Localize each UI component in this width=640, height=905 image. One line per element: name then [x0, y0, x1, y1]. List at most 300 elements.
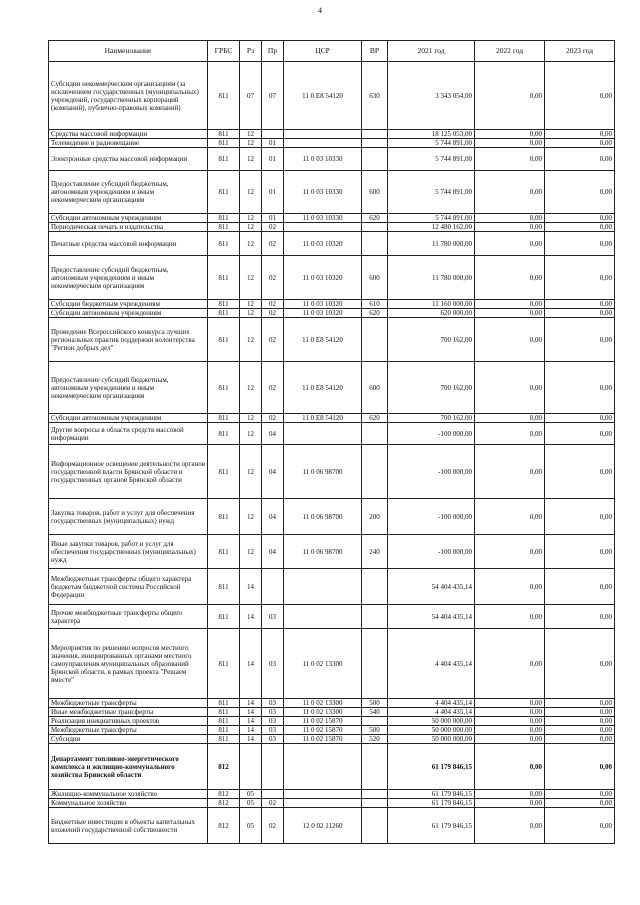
cell-csr	[284, 423, 362, 445]
cell-2021: 11 780 000,00	[388, 256, 475, 300]
cell-rz: 12	[240, 362, 262, 414]
cell-2023: 0,00	[545, 139, 615, 148]
cell-csr: 11 0 E8 54120	[284, 318, 362, 362]
cell-name: Предоставление субсидий бюджетным, автономным учреждениям и иным некоммерческим организациям	[49, 362, 208, 414]
col-header-pr: Пр	[262, 41, 284, 62]
table-row	[49, 148, 615, 171]
cell-vr	[362, 799, 388, 808]
cell-rz: 14	[240, 699, 262, 708]
cell-2023: 0,00	[545, 362, 615, 414]
cell-2021: 5 744 891,00	[388, 148, 475, 171]
cell-vr	[362, 223, 388, 232]
cell-pr: 03	[262, 726, 284, 735]
table-row	[49, 423, 615, 445]
cell-rz: 14	[240, 735, 262, 744]
cell-2023: 0,00	[545, 799, 615, 808]
cell-2022: 0,00	[475, 535, 545, 569]
cell-2021: 50 000 000,00	[388, 735, 475, 744]
cell-2021: 54 404 435,14	[388, 605, 475, 629]
cell-name: Субсидии автономным учреждениям	[49, 414, 208, 423]
cell-name: Телевидение и радиовещание	[49, 139, 208, 148]
cell-csr: 11 0 02 13300	[284, 708, 362, 717]
cell-csr: 11 0 02 15870	[284, 717, 362, 726]
cell-2022: 0,00	[475, 318, 545, 362]
cell-csr: 11 0 02 13300	[284, 629, 362, 699]
cell-2021: 5 744 891,00	[388, 214, 475, 223]
cell-pr	[262, 569, 284, 605]
cell-grbs: 811	[208, 130, 240, 139]
cell-vr: 620	[362, 214, 388, 223]
cell-2021: 4 404 435,14	[388, 699, 475, 708]
cell-rz: 12	[240, 171, 262, 214]
cell-pr: 04	[262, 423, 284, 445]
cell-2023: 0,00	[545, 790, 615, 799]
cell-csr: 11 0 E8 54120	[284, 414, 362, 423]
cell-2023: 0,00	[545, 414, 615, 423]
cell-grbs: 811	[208, 423, 240, 445]
cell-rz: 12	[240, 223, 262, 232]
cell-rz: 12	[240, 300, 262, 309]
cell-grbs: 812	[208, 808, 240, 844]
cell-vr	[362, 569, 388, 605]
cell-rz: 14	[240, 717, 262, 726]
cell-csr: 11 0 02 15870	[284, 726, 362, 735]
cell-2022: 0,00	[475, 414, 545, 423]
cell-csr	[284, 569, 362, 605]
cell-csr: 11 0 E8 54120	[284, 62, 362, 130]
cell-2022: 0,00	[475, 362, 545, 414]
cell-name: Закупка товаров, работ и услуг для обеспечения государственных (муниципальных) нужд	[49, 499, 208, 535]
cell-grbs: 811	[208, 535, 240, 569]
cell-pr: 03	[262, 717, 284, 726]
cell-2023: 0,00	[545, 318, 615, 362]
cell-grbs: 811	[208, 629, 240, 699]
cell-2023: 0,00	[545, 423, 615, 445]
cell-csr: 11 0 06 98700	[284, 499, 362, 535]
cell-grbs: 811	[208, 171, 240, 214]
cell-2021: 5 744 891,00	[388, 171, 475, 214]
cell-2021: 11 160 000,00	[388, 300, 475, 309]
cell-name: Проведение Всероссийского конкурса лучших региональных практик поддержки волонтерства "Регион добрых дел"	[49, 318, 208, 362]
cell-rz: 05	[240, 808, 262, 844]
cell-csr: 11 0 03 10330	[284, 148, 362, 171]
budget-table	[48, 40, 615, 844]
cell-2022: 0,00	[475, 256, 545, 300]
cell-grbs: 811	[208, 362, 240, 414]
cell-name: Коммунальное хозяйство	[49, 799, 208, 808]
cell-name: Межбюджетные трансферты	[49, 699, 208, 708]
cell-2023: 0,00	[545, 499, 615, 535]
cell-pr: 02	[262, 414, 284, 423]
table-row	[49, 256, 615, 300]
cell-2022: 0,00	[475, 735, 545, 744]
cell-2022: 0,00	[475, 445, 545, 499]
cell-2021: 61 179 846,15	[388, 808, 475, 844]
cell-vr	[362, 717, 388, 726]
table-row	[49, 139, 615, 148]
cell-vr	[362, 423, 388, 445]
cell-grbs: 811	[208, 414, 240, 423]
cell-2021: 12 480 162,00	[388, 223, 475, 232]
cell-2023: 0,00	[545, 735, 615, 744]
cell-name: Жилищно-коммунальное хозяйство	[49, 790, 208, 799]
cell-2022: 0,00	[475, 171, 545, 214]
cell-csr: 11 0 02 13300	[284, 699, 362, 708]
cell-name: Средства массовой информации	[49, 130, 208, 139]
table-row	[49, 232, 615, 256]
cell-2022: 0,00	[475, 309, 545, 318]
cell-rz: 12	[240, 256, 262, 300]
cell-2021: 620 000,00	[388, 309, 475, 318]
cell-rz: 12	[240, 232, 262, 256]
cell-grbs: 811	[208, 499, 240, 535]
cell-name: Субсидии бюджетным учреждениям	[49, 300, 208, 309]
cell-csr: 11 0 06 98700	[284, 535, 362, 569]
cell-rz: 14	[240, 726, 262, 735]
cell-rz: 12	[240, 499, 262, 535]
col-header-2022: 2022 год	[475, 41, 545, 62]
cell-pr: 03	[262, 699, 284, 708]
table-row	[49, 214, 615, 223]
cell-2023: 0,00	[545, 629, 615, 699]
table-row	[49, 569, 615, 605]
cell-name: Предоставление субсидий бюджетным, автономным учреждениям и иным некоммерческим организациям	[49, 171, 208, 214]
cell-pr	[262, 790, 284, 799]
cell-csr	[284, 799, 362, 808]
table-row	[49, 223, 615, 232]
cell-2021: 5 744 891,00	[388, 139, 475, 148]
cell-csr	[284, 744, 362, 790]
cell-2022: 0,00	[475, 62, 545, 130]
cell-vr: 500	[362, 726, 388, 735]
cell-rz: 05	[240, 790, 262, 799]
table-row	[49, 535, 615, 569]
cell-2022: 0,00	[475, 726, 545, 735]
cell-2021: 61 179 846,15	[388, 799, 475, 808]
table-row	[49, 445, 615, 499]
cell-grbs: 812	[208, 799, 240, 808]
cell-vr: 600	[362, 256, 388, 300]
cell-vr	[362, 790, 388, 799]
cell-2021: 700 162,00	[388, 318, 475, 362]
table-row	[49, 717, 615, 726]
cell-vr	[362, 605, 388, 629]
cell-vr	[362, 629, 388, 699]
col-header-name: Наименование	[49, 41, 208, 62]
cell-csr: 12 0 02 11260	[284, 808, 362, 844]
table-header-row	[49, 41, 615, 62]
cell-grbs: 811	[208, 708, 240, 717]
cell-pr: 01	[262, 148, 284, 171]
cell-2023: 0,00	[545, 744, 615, 790]
col-header-csr: ЦСР	[284, 41, 362, 62]
cell-pr: 03	[262, 605, 284, 629]
cell-pr: 04	[262, 445, 284, 499]
cell-vr: 520	[362, 735, 388, 744]
cell-vr	[362, 744, 388, 790]
table-row	[49, 130, 615, 139]
table-row	[49, 708, 615, 717]
table-row	[49, 499, 615, 535]
cell-csr: 11 0 03 10320	[284, 309, 362, 318]
cell-vr: 620	[362, 309, 388, 318]
cell-rz: 12	[240, 309, 262, 318]
cell-2022: 0,00	[475, 629, 545, 699]
cell-pr: 01	[262, 171, 284, 214]
col-header-vr: ВР	[362, 41, 388, 62]
cell-csr: 11 0 06 98700	[284, 445, 362, 499]
cell-2021: -100 000,00	[388, 445, 475, 499]
cell-csr: 11 0 E8 54120	[284, 362, 362, 414]
cell-grbs: 812	[208, 790, 240, 799]
cell-grbs: 811	[208, 223, 240, 232]
cell-2022: 0,00	[475, 148, 545, 171]
cell-2023: 0,00	[545, 130, 615, 139]
cell-2023: 0,00	[545, 569, 615, 605]
table-row	[49, 699, 615, 708]
cell-name: Электронные средства массовой информации	[49, 148, 208, 171]
cell-name: Другие вопросы в области средств массовой информации	[49, 423, 208, 445]
cell-rz: 12	[240, 423, 262, 445]
table-row	[49, 799, 615, 808]
cell-vr: 540	[362, 708, 388, 717]
cell-vr: 610	[362, 300, 388, 309]
cell-vr: 620	[362, 414, 388, 423]
table-row	[49, 318, 615, 362]
cell-grbs: 812	[208, 744, 240, 790]
cell-2021: 3 343 054,00	[388, 62, 475, 130]
cell-name: Межбюджетные трансферты	[49, 726, 208, 735]
cell-2022: 0,00	[475, 423, 545, 445]
cell-2023: 0,00	[545, 223, 615, 232]
cell-grbs: 811	[208, 300, 240, 309]
cell-csr	[284, 223, 362, 232]
cell-grbs: 811	[208, 232, 240, 256]
cell-pr: 03	[262, 735, 284, 744]
cell-pr: 03	[262, 708, 284, 717]
cell-2023: 0,00	[545, 708, 615, 717]
cell-vr	[362, 148, 388, 171]
cell-rz: 12	[240, 414, 262, 423]
cell-name: Департамент топливно-энергетического комплекса и жилищно-коммунального хозяйства Брянской области	[49, 744, 208, 790]
table-row	[49, 309, 615, 318]
cell-name: Субсидии некоммерческим организациям (за исключением государственных (муниципальных) учреждений, государственных корпораций (компаний), публично-правовых компаний)	[49, 62, 208, 130]
cell-grbs: 811	[208, 735, 240, 744]
col-header-2023: 2023 год	[545, 41, 615, 62]
cell-2023: 0,00	[545, 171, 615, 214]
cell-vr	[362, 139, 388, 148]
cell-pr: 04	[262, 535, 284, 569]
cell-vr	[362, 232, 388, 256]
cell-grbs: 811	[208, 139, 240, 148]
cell-vr	[362, 318, 388, 362]
cell-2022: 0,00	[475, 699, 545, 708]
cell-2023: 0,00	[545, 717, 615, 726]
cell-pr: 02	[262, 232, 284, 256]
cell-2023: 0,00	[545, 214, 615, 223]
cell-csr: 11 0 02 15870	[284, 735, 362, 744]
cell-2021: 11 780 000,00	[388, 232, 475, 256]
cell-vr	[362, 130, 388, 139]
cell-csr: 11 0 03 10320	[284, 300, 362, 309]
cell-2023: 0,00	[545, 232, 615, 256]
cell-name: Иные закупки товаров, работ и услуг для обеспечения государственных (муниципальных) нужд	[49, 535, 208, 569]
cell-2021: 61 179 846,15	[388, 744, 475, 790]
cell-name: Мероприятия по решению вопросов местного значения, инициированных органами местного самоуправления муниципальных образований Брянской области, в рамках проекта "Решаем вместе"	[49, 629, 208, 699]
cell-2023: 0,00	[545, 256, 615, 300]
table-row	[49, 808, 615, 844]
cell-rz: 12	[240, 445, 262, 499]
cell-pr	[262, 744, 284, 790]
cell-2023: 0,00	[545, 808, 615, 844]
table-row	[49, 414, 615, 423]
cell-pr: 02	[262, 799, 284, 808]
cell-2021: 54 404 435,14	[388, 569, 475, 605]
cell-grbs: 811	[208, 62, 240, 130]
cell-csr	[284, 130, 362, 139]
cell-2022: 0,00	[475, 232, 545, 256]
cell-name: Межбюджетные трансферты общего характера бюджетам бюджетной системы Российской Федерации	[49, 569, 208, 605]
table-row	[49, 300, 615, 309]
cell-vr	[362, 445, 388, 499]
cell-grbs: 811	[208, 309, 240, 318]
cell-2022: 0,00	[475, 708, 545, 717]
cell-2022: 0,00	[475, 717, 545, 726]
cell-2022: 0,00	[475, 139, 545, 148]
cell-pr: 02	[262, 309, 284, 318]
cell-pr: 02	[262, 256, 284, 300]
cell-rz: 12	[240, 535, 262, 569]
cell-rz: 14	[240, 569, 262, 605]
cell-2021: 18 125 053,00	[388, 130, 475, 139]
cell-pr: 02	[262, 318, 284, 362]
cell-pr: 07	[262, 62, 284, 130]
cell-2021: -100 000,00	[388, 423, 475, 445]
cell-2022: 0,00	[475, 605, 545, 629]
cell-2023: 0,00	[545, 535, 615, 569]
cell-pr: 04	[262, 499, 284, 535]
cell-name: Субсидии	[49, 735, 208, 744]
cell-name: Предоставление субсидий бюджетным, автономным учреждениям и иным некоммерческим организациям	[49, 256, 208, 300]
cell-pr	[262, 130, 284, 139]
cell-grbs: 811	[208, 214, 240, 223]
table-row	[49, 790, 615, 799]
table-row	[49, 629, 615, 699]
cell-csr: 11 0 03 10330	[284, 214, 362, 223]
cell-csr: 11 0 03 10320	[284, 256, 362, 300]
cell-name: Печатные средства массовой информации	[49, 232, 208, 256]
cell-2023: 0,00	[545, 445, 615, 499]
cell-rz	[240, 744, 262, 790]
cell-name: Периодическая печать и издательства	[49, 223, 208, 232]
cell-grbs: 811	[208, 717, 240, 726]
cell-pr: 01	[262, 214, 284, 223]
cell-rz: 12	[240, 139, 262, 148]
table-body	[49, 62, 615, 844]
cell-rz: 14	[240, 629, 262, 699]
cell-vr: 630	[362, 62, 388, 130]
cell-2023: 0,00	[545, 148, 615, 171]
cell-pr: 02	[262, 300, 284, 309]
cell-rz: 07	[240, 62, 262, 130]
cell-csr	[284, 790, 362, 799]
table-row	[49, 171, 615, 214]
cell-2023: 0,00	[545, 300, 615, 309]
cell-csr: 11 0 03 10330	[284, 171, 362, 214]
cell-rz: 12	[240, 318, 262, 362]
cell-grbs: 811	[208, 699, 240, 708]
cell-grbs: 811	[208, 569, 240, 605]
cell-grbs: 811	[208, 445, 240, 499]
cell-pr: 02	[262, 808, 284, 844]
cell-vr	[362, 808, 388, 844]
table-row	[49, 726, 615, 735]
cell-name: Субсидии автономным учреждениям	[49, 214, 208, 223]
cell-2023: 0,00	[545, 699, 615, 708]
cell-2022: 0,00	[475, 300, 545, 309]
col-header-rz: Рз	[240, 41, 262, 62]
cell-name: Субсидии автономным учреждениям	[49, 309, 208, 318]
cell-2022: 0,00	[475, 499, 545, 535]
cell-rz: 12	[240, 148, 262, 171]
cell-name: Прочие межбюджетные трансферты общего характера	[49, 605, 208, 629]
cell-name: Реализация инициативных проектов	[49, 717, 208, 726]
cell-2021: 61 179 846,15	[388, 790, 475, 799]
cell-rz: 14	[240, 708, 262, 717]
cell-grbs: 811	[208, 726, 240, 735]
cell-2022: 0,00	[475, 744, 545, 790]
page-number: 4	[318, 6, 322, 15]
cell-vr: 600	[362, 171, 388, 214]
cell-2023: 0,00	[545, 726, 615, 735]
table-row	[49, 362, 615, 414]
cell-rz: 12	[240, 214, 262, 223]
cell-2022: 0,00	[475, 808, 545, 844]
cell-2021: 50 000 000,00	[388, 726, 475, 735]
cell-csr	[284, 139, 362, 148]
col-header-2021: 2021 год	[388, 41, 475, 62]
table-row	[49, 62, 615, 130]
cell-pr: 02	[262, 223, 284, 232]
cell-2021: 50 000 000,00	[388, 717, 475, 726]
cell-vr: 600	[362, 362, 388, 414]
cell-grbs: 811	[208, 148, 240, 171]
cell-pr: 03	[262, 629, 284, 699]
cell-2023: 0,00	[545, 309, 615, 318]
cell-rz: 14	[240, 605, 262, 629]
cell-2023: 0,00	[545, 62, 615, 130]
cell-grbs: 811	[208, 256, 240, 300]
cell-2022: 0,00	[475, 223, 545, 232]
cell-2023: 0,00	[545, 605, 615, 629]
cell-pr: 02	[262, 362, 284, 414]
cell-2022: 0,00	[475, 790, 545, 799]
cell-2021: 4 404 435,14	[388, 708, 475, 717]
cell-pr: 01	[262, 139, 284, 148]
cell-2022: 0,00	[475, 214, 545, 223]
cell-2021: -100 000,00	[388, 535, 475, 569]
table-row	[49, 735, 615, 744]
col-header-grbs: ГРБС	[208, 41, 240, 62]
cell-vr: 200	[362, 499, 388, 535]
cell-2021: 700 162,00	[388, 414, 475, 423]
cell-csr	[284, 605, 362, 629]
cell-2021: -100 000,00	[388, 499, 475, 535]
cell-grbs: 811	[208, 605, 240, 629]
cell-vr: 240	[362, 535, 388, 569]
cell-name: Иные межбюджетные трансферты	[49, 708, 208, 717]
cell-2021: 4 404 435,14	[388, 629, 475, 699]
